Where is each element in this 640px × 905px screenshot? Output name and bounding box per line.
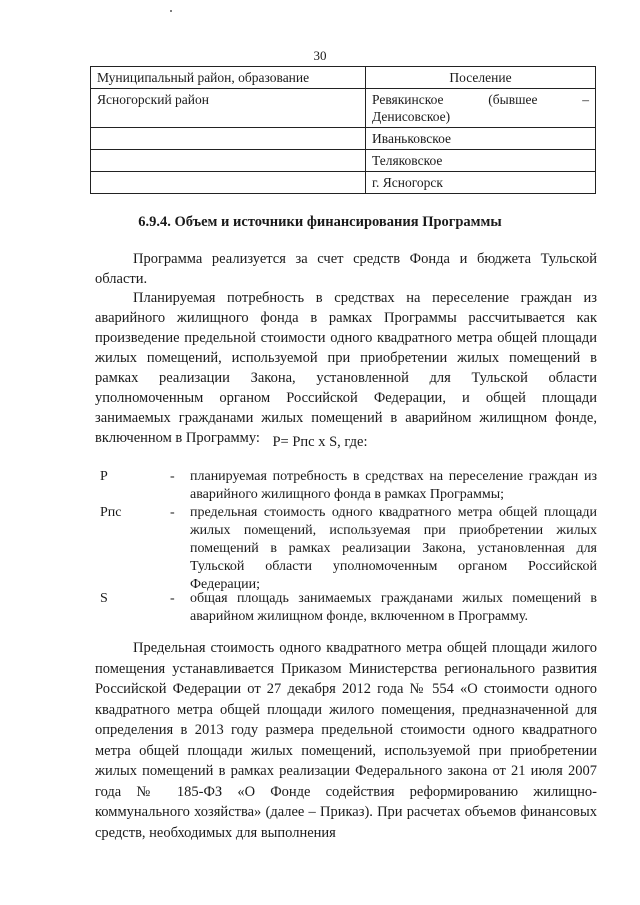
definition-dash: - [170,469,175,484]
paragraph-calculation-text: Планируемая потребность в средствах на переселение граждан из аварийного жилищного фонда в рамках Программы рассчитывается как произведение предельной стоимости одного квадратного метра общей площади жилых помещений, используемой при приобретении жилых помещений в рамках реализации Закона, установленной для Тульской области уполномоченным органом Российской Федерации, и общей площади занимаемых гражданами жилых помещений в аварийном жилищном фонде, включенном в Программу: [95,290,597,446]
settlement-cell: г. Ясногорск [366,172,596,194]
definition-dash: - [170,505,175,520]
table-header-row [91,67,596,89]
district-cell: Ясногорский район [91,89,366,128]
municipality-table [90,66,596,194]
settlement-first-line [372,91,589,108]
formula: P= Pпс x S, где: [272,434,368,450]
table-row [91,150,596,172]
definition-item [100,468,597,504]
definition-dash: - [170,591,175,606]
settlement-cell [366,89,596,128]
definition-item [100,504,597,594]
definition-text: предельная стоимость одного квадратного метра общей площади жилых помещений, используемая при приобретении жилых помещений в рамках реализации Закона, установленная для Тульской области уполномоченным органом Российской Федерации; [190,505,597,592]
settlement-name-a: Ревякинское [372,92,444,107]
definition-text: общая площадь занимаемых гражданами жилых помещений в аварийном жилищном фонде, включенном в Программу. [190,591,597,624]
definition-symbol: S [100,591,108,606]
scan-speck [170,10,172,12]
empty-cell [91,172,366,194]
definition-symbol: Pпс [100,505,122,520]
definition-text: планируемая потребность в средствах на переселение граждан из аварийного жилищного фонда в рамках Программы; [190,469,597,502]
section-heading: 6.9.4. Объем и источники финансирования Программы [138,214,502,230]
header-settlement: Поселение [366,67,596,89]
empty-cell [91,128,366,150]
settlement-name-c: – [582,92,589,107]
table-row [91,128,596,150]
settlement-name-b: (бывшее [488,92,538,107]
settlement-cell: Теляковское [366,150,596,172]
paragraph-order [95,638,597,843]
paragraph-order-text: Предельная стоимость одного квадратного метра общей площади жилого помещения устанавливается Приказом Министерства регионального развития Российской Федерации от 27 декабря 2012 года № 554 «О стоимости одного квадратного метра общей площади жилого помещения, предназначенной для определения в 2013 году размера предельной стоимости одного квадратного метра общей площади жилых помещений, используемой при приобретении жилых помещений в рамках реализации Федерального закона от 21 июля 2007 года № 185-ФЗ «О Фонде содействия реформированию жилищно-коммунального хозяйства» (далее – Приказ). При расчетах объемов финансовых средств, необходимых для выполнения [95,640,597,841]
settlement-name-d: Денисовское) [372,109,451,124]
definition-item [100,590,597,626]
paragraph-funding-text: Программа реализуется за счет средств Фонда и бюджета Тульской области. [95,251,597,287]
paragraph-funding [95,249,597,289]
table-row [91,89,596,128]
page-number: 30 [313,48,327,63]
header-district: Муниципальный район, образование [91,67,366,89]
definition-symbol: P [100,469,108,484]
empty-cell [91,150,366,172]
settlement-cell: Иваньковское [366,128,596,150]
table-row [91,172,596,194]
paragraph-calculation [95,288,597,448]
